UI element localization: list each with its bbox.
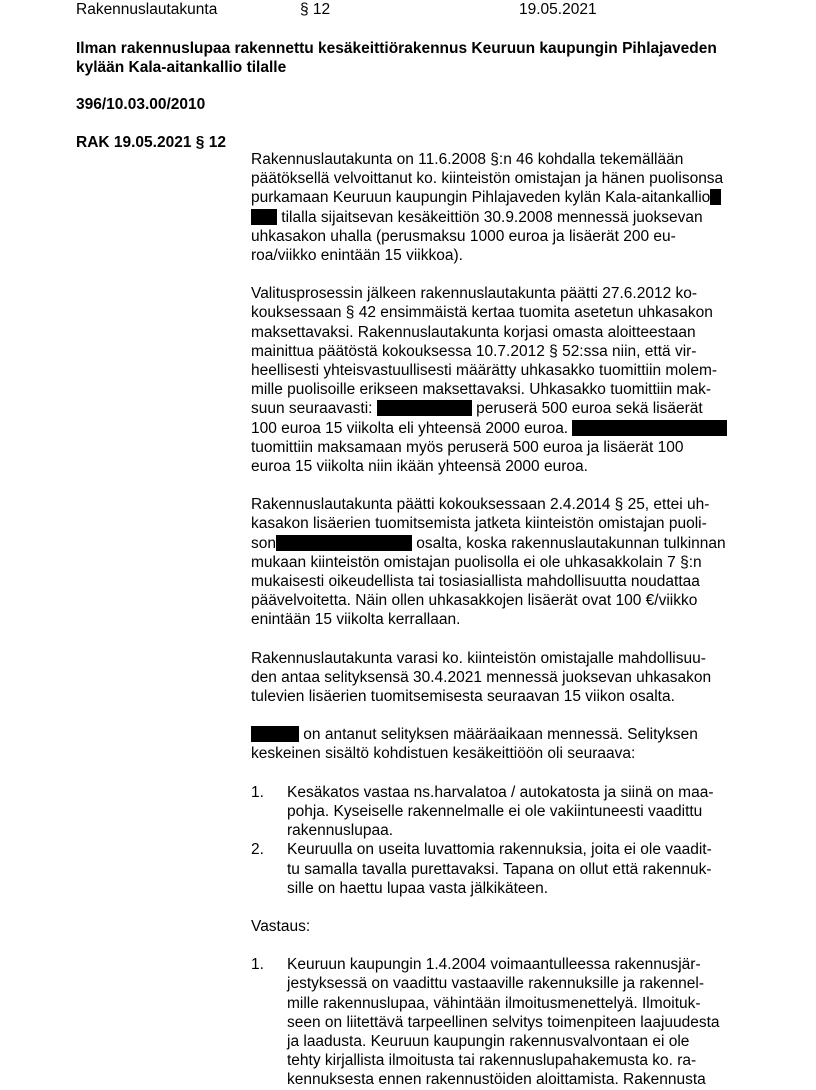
text-line: purkamaan Keuruun kaupungin Pihlajaveden kylän Kala-aitankallio — [251, 188, 741, 207]
text-line: euroa 15 viikolta niin ikään yhteensä 2000 euroa. — [251, 458, 588, 476]
text-line: rakennuslupaa. — [287, 822, 393, 840]
text-line: Keuruun kaupungin 1.4.2004 voimaantulleessa rakennusjär- — [287, 956, 701, 974]
text-line: Rakennuslautakunta on 11.6.2008 §:n 46 kohdalla tekemällään — [251, 151, 684, 168]
redaction-block — [377, 400, 472, 416]
text-line: tehty kirjallista ilmoitusta tai rakennuslupahakemusta ko. ra- — [287, 1052, 697, 1070]
text-line: den antaa selityksensä 30.4.2021 mennessä juoksevan uhkasakon — [251, 668, 712, 686]
text-line: tulevien lisäerien tuomitsemisesta seuraavan 15 viikon osalta. — [251, 688, 675, 706]
list-item — [251, 840, 741, 898]
text-line: mukaisesti oikeudellista tai tosiasiallista mahdollisuutta noudattaa — [251, 573, 700, 591]
text-line: heellisesti yhteisvastuullisesti määrätty uhkasakko tuomittiin molem- — [251, 362, 718, 380]
title-line: Ilman rakennuslupaa rakennettu kesäkeittiörakennus Keuruun kaupungin Pihlajaveden — [76, 40, 717, 57]
board-name: Rakennuslautakunta — [76, 1, 218, 18]
text-line: kasakon lisäerien tuomitsemista jatketa kiinteistön omistajan puoli- — [251, 515, 707, 533]
redaction-block — [572, 420, 727, 436]
section-number: § 12 — [300, 1, 331, 18]
diary-number: 396/10.03.00/2010 — [76, 96, 206, 113]
text-line: mukaan kiinteistön omistajan puolisolla ei ole uhkasakkolain 7 §:n — [251, 553, 702, 571]
text-line: 100 euroa 15 viikolta eli yhteensä 2000 euroa. — [251, 419, 741, 438]
text-line: Rakennuslautakunta varasi ko. kiinteistön omistajalle mahdollisuu- — [251, 649, 706, 667]
list-number: 1. — [251, 956, 264, 974]
decision-body — [251, 150, 741, 1090]
text-line: pohja. Kyseiselle rakennelmalle ei ole vakiintuneesti vaadittu — [287, 802, 703, 820]
text-line: Kesäkatos vastaa ns.harvalatoa / autokatosta ja siinä on maa- — [287, 783, 714, 801]
list-item — [251, 783, 741, 841]
title-line: kylään Kala-aitankallio tilalle — [76, 59, 287, 76]
paragraph-4 — [251, 649, 741, 707]
text-line: seen on liitettävä tarpeellinen selvitys toimenpiteen laajuudesta — [287, 1013, 720, 1031]
redaction-block — [276, 535, 412, 551]
redaction-block — [251, 209, 277, 225]
list-item — [251, 955, 741, 1089]
redaction-block — [251, 726, 299, 742]
text-line: keskeinen sisältö kohdistuen kesäkeittiöön oli seuraava: — [251, 745, 636, 763]
text-line: tilalla sijaitsevan kesäkeittiön 30.9.2008 mennessä juoksevan — [251, 208, 741, 227]
text-line: on antanut selityksen määräaikaan mennessä. Selityksen — [251, 725, 741, 744]
text-line: mille puolisoille erikseen maksettavaksi. Uhkasakko tuomittiin mak- — [251, 381, 712, 399]
list-number: 2. — [251, 841, 264, 859]
text-line: kouksessaan § 42 ensimmäistä kertaa tuomita asetetun uhkasakon — [251, 304, 713, 322]
text-line: Valitusprosessin jälkeen rakennuslautakunta päätti 27.6.2012 ko- — [251, 285, 698, 303]
redaction-block — [710, 189, 721, 205]
paragraph-3 — [251, 495, 741, 629]
answer-heading: Vastaus: — [251, 917, 311, 935]
document-title — [76, 39, 776, 77]
decision-reference: RAK 19.05.2021 § 12 — [76, 134, 226, 151]
text-line: jestyksessä on vaadittu vastaaville rakennuksille ja rakennel- — [287, 975, 704, 993]
text-line: Keuruulla on useita luvattomia rakennuksia, joita ei ole vaadit- — [287, 841, 712, 859]
meeting-date: 19.05.2021 — [519, 1, 597, 18]
text-line: roa/viikko enintään 15 viikkoa). — [251, 247, 463, 265]
text-line: päätöksellä velvoittanut ko. kiinteistön omistajan ja hänen puolisonsa — [251, 170, 724, 188]
list-number: 1. — [251, 783, 264, 801]
text-line: uhkasakon uhalla (perusmaksu 1000 euroa ja lisäerät 200 eu- — [251, 227, 676, 245]
paragraph-1 — [251, 150, 741, 265]
text-line: päävelvoitetta. Näin ollen uhkasakkojen lisäerät ovat 100 €/viikko — [251, 592, 698, 610]
text-line: kennuksesta ennen rakennustöiden aloittamista. Rakennusta — [287, 1071, 706, 1089]
text-line: mille rakennuslupaa, vähintään ilmoitusmenettelyä. Ilmoituk- — [287, 994, 701, 1012]
text-line: Rakennuslautakunta päätti kokouksessaan 2.4.2014 § 25, ettei uh- — [251, 496, 710, 514]
text-line: ja laadusta. Keuruun kaupungin rakennusvalvontaan ei ole — [287, 1032, 690, 1050]
paragraph-5 — [251, 725, 741, 763]
text-line: enintään 15 viikolta kerrallaan. — [251, 611, 461, 629]
text-line: maksettavaksi. Rakennuslautakunta korjasi omasta aloitteestaan — [251, 323, 696, 341]
text-line: mainittua päätöstä kokouksessa 10.7.2012 § 52:ssa niin, että vir- — [251, 342, 697, 360]
text-line: tuomittiin maksamaan myös peruserä 500 euroa ja lisäerät 100 — [251, 438, 684, 456]
text-line: son osalta, koska rakennuslautakunnan tulkinnan — [251, 534, 726, 552]
paragraph-2 — [251, 284, 741, 476]
text-line: suun seuraavasti: peruserä 500 euroa sekä lisäerät — [251, 400, 703, 418]
text-line: tu samalla tavalla purettavaksi. Tapana on ollut että rakennuk- — [287, 860, 712, 878]
text-line: sille on haettu lupaa vasta jälkikäteen. — [287, 879, 549, 897]
